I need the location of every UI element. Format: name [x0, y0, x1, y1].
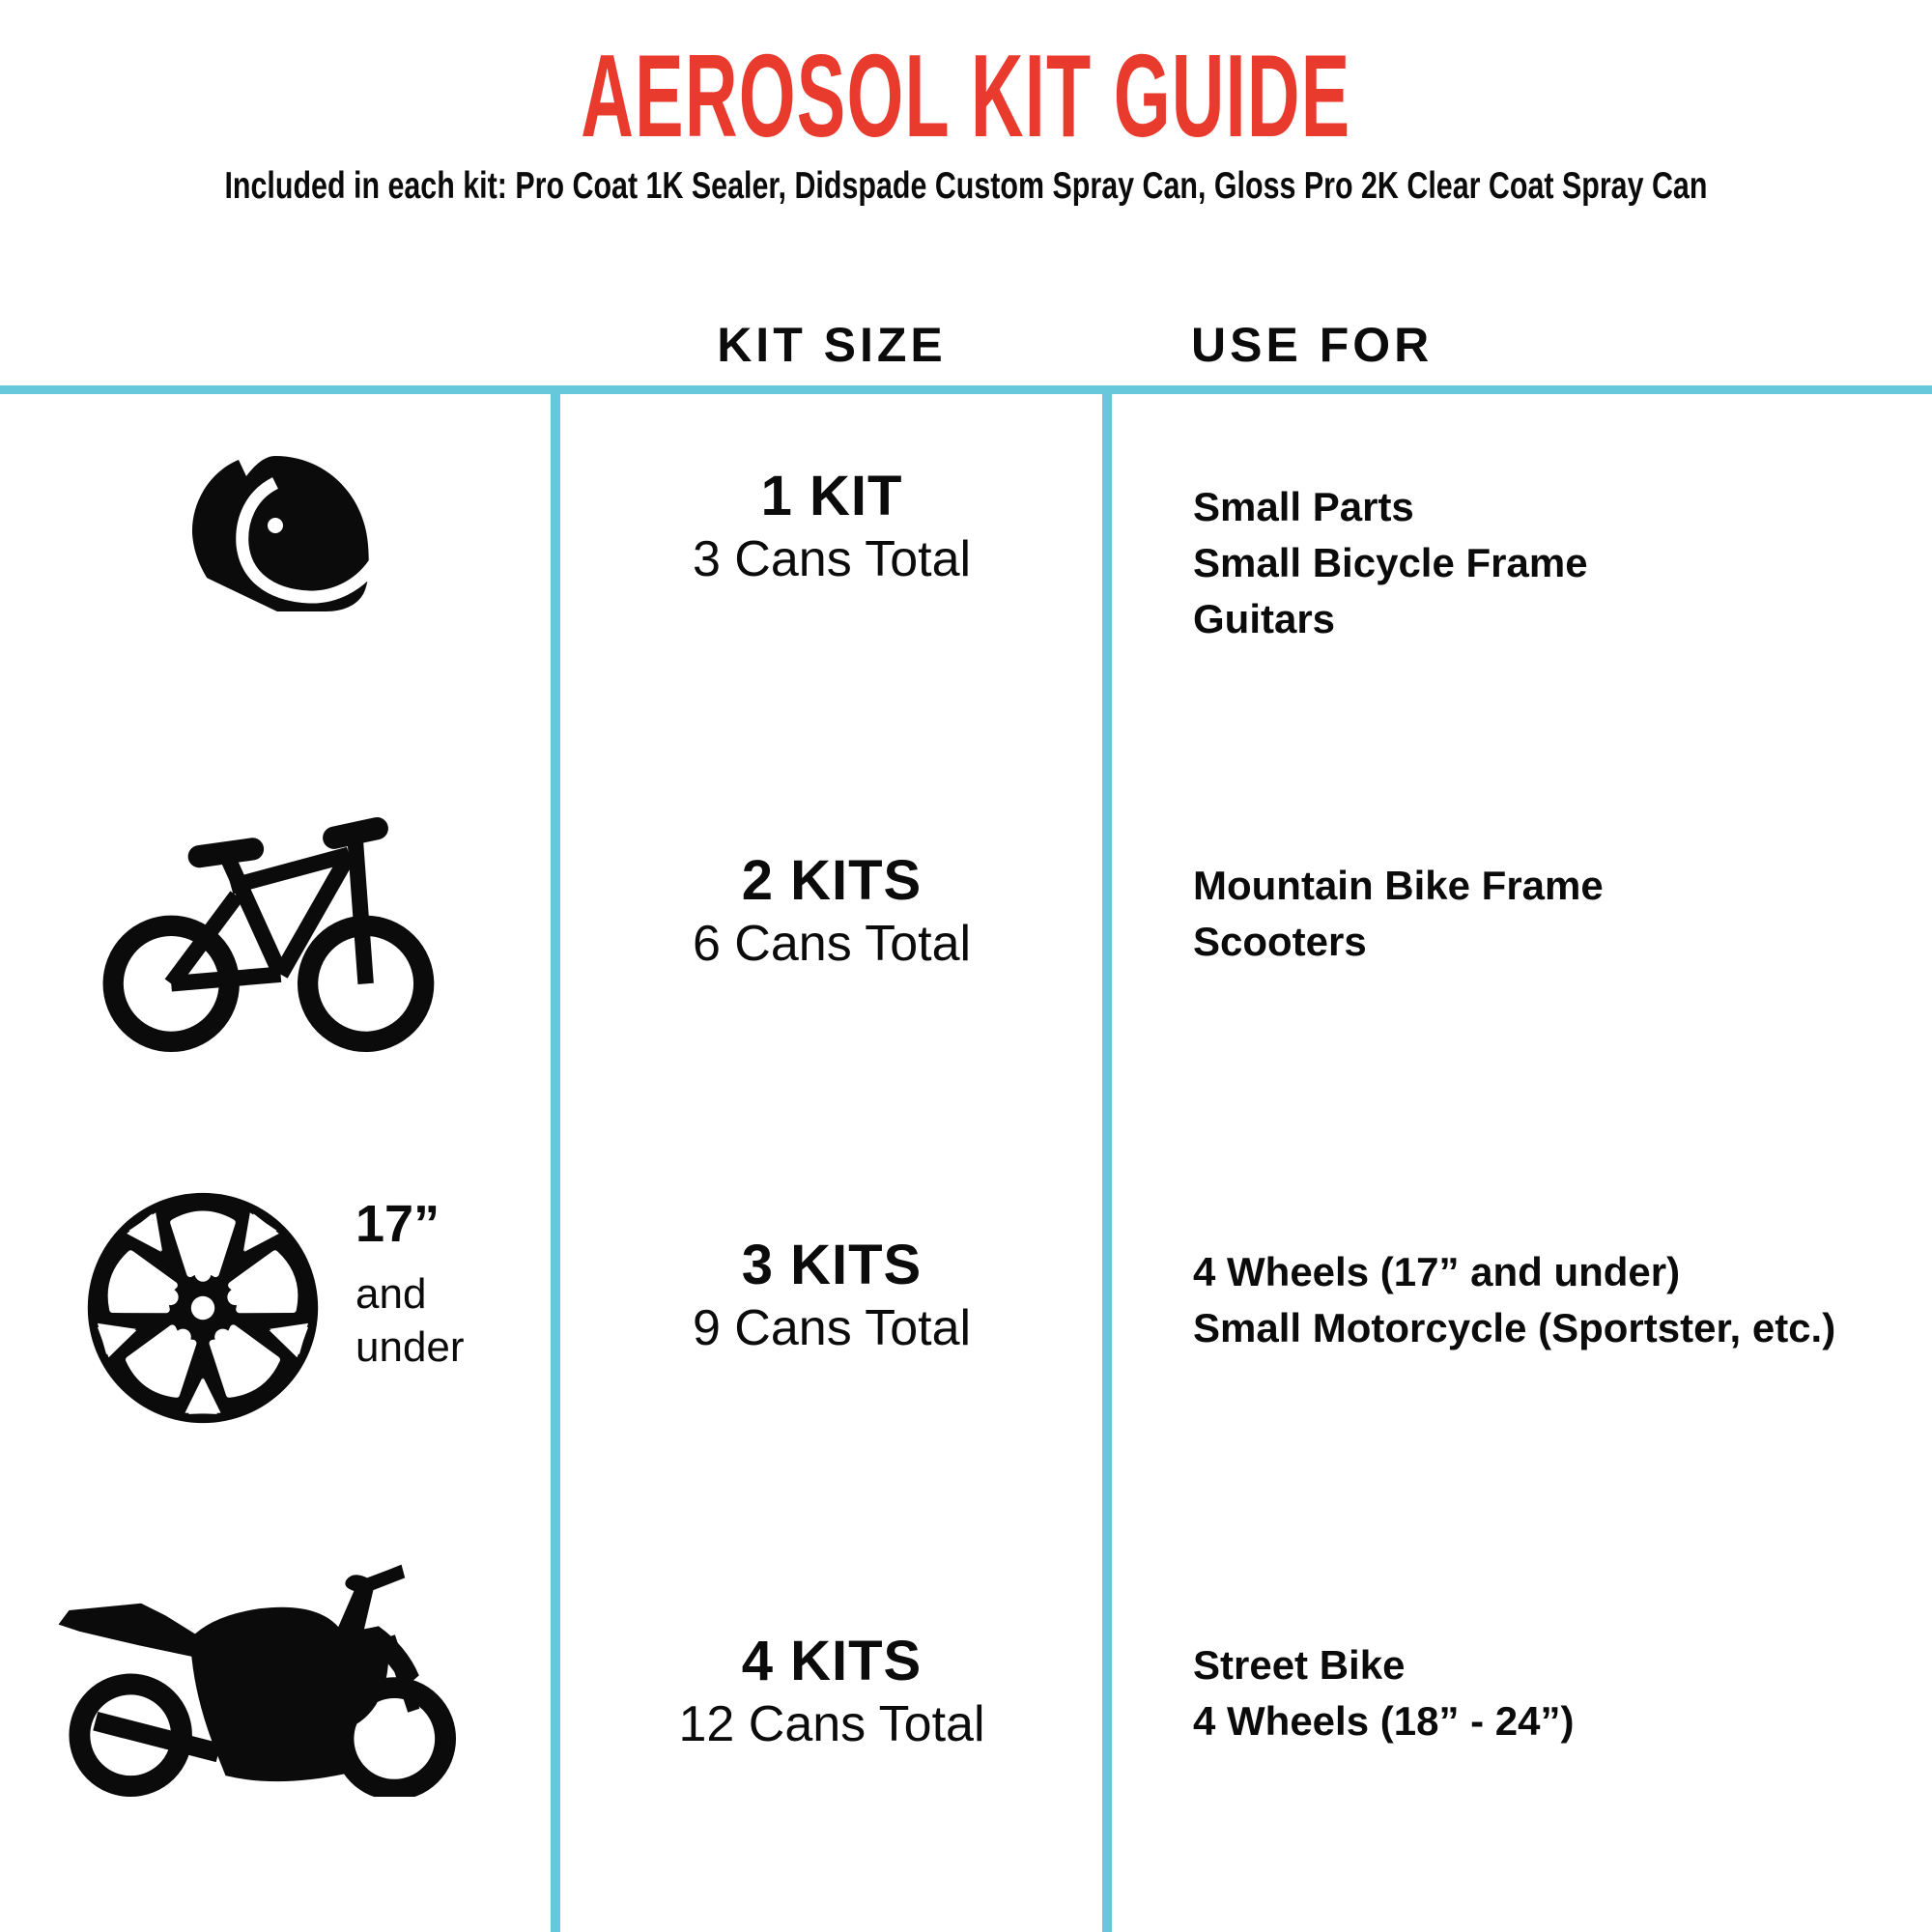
sport-motorcycle-icon: [37, 1542, 483, 1797]
kit-count: 2 KITS: [741, 849, 923, 912]
column-header-kit-size: KIT SIZE: [717, 318, 947, 372]
use-for-line: Mountain Bike Frame: [1193, 863, 1604, 908]
table-top-rule: [0, 385, 1932, 394]
bicycle-icon: [89, 813, 444, 1057]
use-for-cell: [1193, 1637, 1927, 1749]
cans-total: 12 Cans Total: [678, 1696, 985, 1752]
kit-size-cell: [560, 1631, 1103, 1754]
wheel-size-label: [355, 1194, 520, 1374]
page-title-wrap: [0, 30, 1932, 161]
table-divider-right: [1102, 394, 1112, 1932]
use-for-line: Guitars: [1193, 596, 1336, 641]
wheel-size-value: 17”: [355, 1195, 440, 1253]
use-for-cell: [1193, 858, 1927, 970]
cans-total: 9 Cans Total: [692, 1300, 972, 1356]
use-for-line: Street Bike: [1193, 1642, 1406, 1688]
cans-total: 3 Cans Total: [692, 531, 972, 587]
wheel-size-text: under: [355, 1323, 465, 1371]
page-subtitle: Included in each kit: Pro Coat 1K Sealer, Didspade Custom Spray Can, Gloss Pro 2K Clear Coat Spray Can: [224, 165, 1708, 207]
kit-count: 4 KITS: [741, 1630, 923, 1692]
use-for-cell: [1193, 1244, 1927, 1356]
use-for-line: 4 Wheels (18” - 24”): [1193, 1698, 1575, 1744]
cans-total: 6 Cans Total: [692, 916, 972, 972]
kit-count: 3 KITS: [741, 1234, 923, 1296]
use-for-cell: [1193, 479, 1927, 647]
column-header-use-for: USE FOR: [1191, 318, 1434, 372]
use-for-line: Small Parts: [1193, 484, 1414, 529]
use-for-line: Small Bicycle Frame: [1193, 540, 1588, 585]
kit-size-cell: [560, 466, 1103, 589]
page-subtitle-wrap: [0, 166, 1932, 208]
use-for-line: Scooters: [1193, 919, 1367, 964]
kit-size-cell: [560, 850, 1103, 974]
racing-helmet-icon: [179, 450, 372, 622]
use-for-line: Small Motorcycle (Sportster, etc.): [1193, 1305, 1836, 1350]
alloy-wheel-icon: [85, 1186, 321, 1430]
page-title: AEROSOL KIT GUIDE: [581, 30, 1351, 161]
use-for-line: 4 Wheels (17” and under): [1193, 1249, 1681, 1294]
kit-size-cell: [560, 1235, 1103, 1358]
table-divider-left: [551, 394, 560, 1932]
kit-count: 1 KIT: [760, 465, 903, 527]
wheel-size-text: and: [355, 1270, 427, 1318]
